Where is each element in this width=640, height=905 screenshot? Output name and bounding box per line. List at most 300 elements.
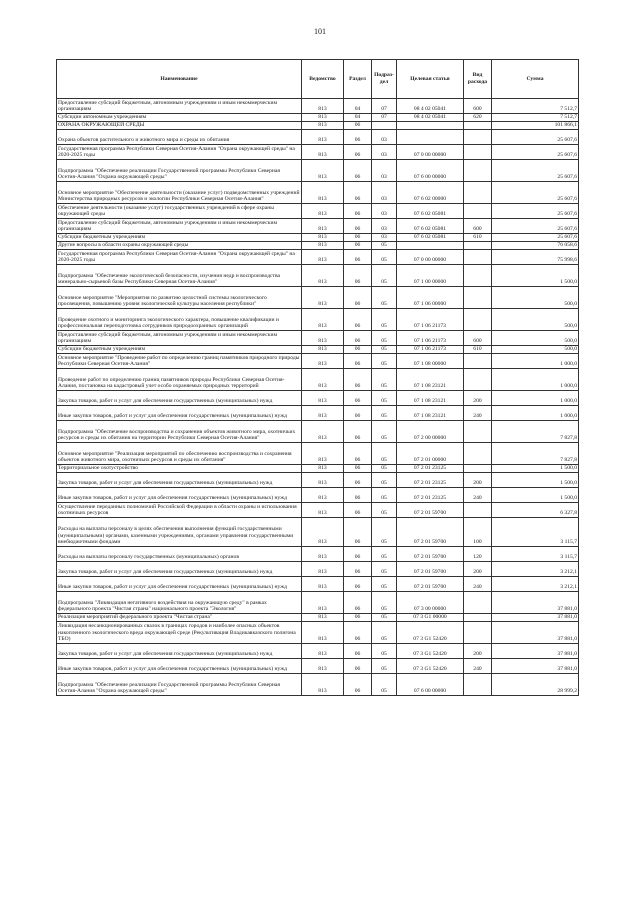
- row-target: 07 1 08 23121: [397, 406, 464, 421]
- table-row: [57, 369, 579, 391]
- row-name: Субсидии бюджетным учреждениям: [57, 234, 302, 242]
- table-row: [57, 331, 579, 346]
- row-name: Проведение работ по определению границ памятников природы Республики Северная Осетия-Алания, постановка на кадастровый учет особо охраняемых природных территорий: [57, 369, 302, 391]
- row-sum: 101 866,1: [492, 122, 579, 130]
- row-target: 08 4 02 05041: [397, 114, 464, 122]
- row-subsection: 05: [372, 503, 397, 518]
- row-target: 07 0 00 00000: [397, 250, 464, 265]
- row-section: 06: [344, 369, 372, 391]
- row-subsection: 05: [372, 473, 397, 488]
- row-dept: 813: [302, 145, 344, 160]
- row-name: Иные закупки товаров, работ и услуг для обеспечения государственных (муниципальных) нужд: [57, 659, 302, 674]
- row-exp-type: 240: [464, 406, 492, 421]
- row-target: 07 6 02 05081: [397, 234, 464, 242]
- row-exp-type: [464, 622, 492, 644]
- row-exp-type: [464, 204, 492, 219]
- row-subsection: 05: [372, 309, 397, 331]
- row-sum: 7 512,7: [492, 99, 579, 114]
- row-dept: 813: [302, 659, 344, 674]
- row-sum: 1 000,0: [492, 391, 579, 406]
- row-exp-type: [464, 369, 492, 391]
- row-target: 07 6 02 00000: [397, 182, 464, 204]
- row-subsection: 05: [372, 265, 397, 287]
- table-row: [57, 562, 579, 577]
- row-exp-type: 100: [464, 518, 492, 547]
- row-subsection: 05: [372, 346, 397, 354]
- row-name: Территориальное охотустройство: [57, 465, 302, 473]
- row-dept: 813: [302, 130, 344, 145]
- row-sum: 28 999,2: [492, 674, 579, 696]
- row-name: Реализация мероприятий федерального проекта "Чистая страна": [57, 614, 302, 622]
- row-exp-type: 120: [464, 547, 492, 562]
- row-target: 07 1 06 21173: [397, 346, 464, 354]
- row-subsection: 03: [372, 204, 397, 219]
- table-row: [57, 577, 579, 592]
- row-dept: 813: [302, 503, 344, 518]
- table-row: [57, 130, 579, 145]
- row-exp-type: [464, 354, 492, 369]
- row-section: 06: [344, 614, 372, 622]
- row-sum: 500,0: [492, 309, 579, 331]
- table-row: [57, 503, 579, 518]
- table-row: [57, 622, 579, 644]
- table-row: [57, 592, 579, 614]
- row-target: 07 2 01 00000: [397, 443, 464, 465]
- row-section: 06: [344, 219, 372, 234]
- row-exp-type: 600: [464, 99, 492, 114]
- row-section: 06: [344, 265, 372, 287]
- row-exp-type: 240: [464, 577, 492, 592]
- row-exp-type: 600: [464, 331, 492, 346]
- row-dept: 813: [302, 354, 344, 369]
- row-dept: 813: [302, 331, 344, 346]
- row-target: 07 2 01 23125: [397, 465, 464, 473]
- row-dept: 813: [302, 473, 344, 488]
- table-row: [57, 614, 579, 622]
- row-exp-type: [464, 145, 492, 160]
- row-target: 07 3 G1 52420: [397, 659, 464, 674]
- row-exp-type: 240: [464, 488, 492, 503]
- table-row: [57, 421, 579, 443]
- row-section: 06: [344, 234, 372, 242]
- row-sum: 25 607,6: [492, 160, 579, 182]
- row-name: Иные закупки товаров, работ и услуг для обеспечения государственных (муниципальных) нужд: [57, 406, 302, 421]
- row-name: Иные закупки товаров, работ и услуг для обеспечения государственных (муниципальных) нужд: [57, 577, 302, 592]
- table-row: [57, 182, 579, 204]
- row-sum: 37 881,0: [492, 659, 579, 674]
- row-sum: 37 881,0: [492, 614, 579, 622]
- row-subsection: 05: [372, 421, 397, 443]
- row-dept: 813: [302, 114, 344, 122]
- row-sum: 25 607,6: [492, 182, 579, 204]
- row-dept: 813: [302, 242, 344, 250]
- row-subsection: 05: [372, 614, 397, 622]
- row-dept: 813: [302, 465, 344, 473]
- table-row: [57, 287, 579, 309]
- row-section: 06: [344, 391, 372, 406]
- row-subsection: 07: [372, 99, 397, 114]
- row-dept: 813: [302, 622, 344, 644]
- table-row: [57, 518, 579, 547]
- row-subsection: 05: [372, 547, 397, 562]
- row-sum: 1 500,0: [492, 473, 579, 488]
- row-sum: 3 115,7: [492, 518, 579, 547]
- row-exp-type: [464, 443, 492, 465]
- row-subsection: 05: [372, 562, 397, 577]
- row-target: 08 4 02 05041: [397, 99, 464, 114]
- header-target: Целевая статья: [397, 60, 464, 99]
- row-subsection: 05: [372, 391, 397, 406]
- row-sum: 76 058,6: [492, 242, 579, 250]
- row-dept: 813: [302, 518, 344, 547]
- table-row: [57, 234, 579, 242]
- row-section: 06: [344, 331, 372, 346]
- row-target: 07 2 01 59700: [397, 547, 464, 562]
- row-section: 06: [344, 354, 372, 369]
- table-row: [57, 122, 579, 130]
- row-exp-type: [464, 592, 492, 614]
- row-target: 07 2 01 59700: [397, 518, 464, 547]
- row-target: 07 1 08 23121: [397, 391, 464, 406]
- table-row: [57, 354, 579, 369]
- row-dept: 813: [302, 488, 344, 503]
- row-subsection: 03: [372, 145, 397, 160]
- table-row: [57, 204, 579, 219]
- row-dept: 813: [302, 674, 344, 696]
- row-section: 06: [344, 443, 372, 465]
- row-subsection: 05: [372, 406, 397, 421]
- table-row: [57, 659, 579, 674]
- row-section: 06: [344, 145, 372, 160]
- row-name: Обеспечение деятельности (оказание услуг) государственных учреждений в сфере охраны окружающей среды: [57, 204, 302, 219]
- row-subsection: 05: [372, 443, 397, 465]
- header-subsection: Подраз- дел: [372, 60, 397, 99]
- row-sum: 37 881,0: [492, 622, 579, 644]
- row-exp-type: [464, 421, 492, 443]
- row-sum: 25 607,6: [492, 204, 579, 219]
- row-name: Закупка товаров, работ и услуг для обеспечения государственных (муниципальных) нужд: [57, 644, 302, 659]
- row-subsection: 05: [372, 488, 397, 503]
- row-section: 06: [344, 309, 372, 331]
- row-exp-type: 200: [464, 391, 492, 406]
- row-target: 07 1 06 00000: [397, 287, 464, 309]
- row-dept: 813: [302, 547, 344, 562]
- row-name: Расходы на выплаты персоналу государственных (муниципальных) органов: [57, 547, 302, 562]
- row-subsection: 03: [372, 182, 397, 204]
- header-exp-type: Вид расхода: [464, 60, 492, 99]
- row-target: [397, 130, 464, 145]
- row-name: Основное мероприятие "Обеспечение деятельности (оказание услуг) подведомственных учреждений Министерства природных ресурсов и экологии Республики Северная Осетия-Алания": [57, 182, 302, 204]
- row-subsection: 07: [372, 114, 397, 122]
- table-row: [57, 391, 579, 406]
- row-sum: 3 212,1: [492, 562, 579, 577]
- row-exp-type: [464, 309, 492, 331]
- row-subsection: 03: [372, 160, 397, 182]
- row-name: Осуществление переданных полномочий Российской Федерации в области охраны и использования охотничьих ресурсов: [57, 503, 302, 518]
- row-exp-type: [464, 242, 492, 250]
- table-row: [57, 309, 579, 331]
- row-name: Субсидии бюджетным учреждениям: [57, 346, 302, 354]
- row-name: Основное мероприятие "Реализация мероприятий по обеспечению воспроизводства и сохранения объектов животного мира, охотничьих ресурсов и среды их обитания": [57, 443, 302, 465]
- page-number: 101: [314, 27, 326, 36]
- table-row: [57, 114, 579, 122]
- row-sum: 25 607,6: [492, 219, 579, 234]
- row-target: 07 2 01 59700: [397, 562, 464, 577]
- table-row: [57, 443, 579, 465]
- row-section: 06: [344, 242, 372, 250]
- row-target: 07 1 06 21173: [397, 309, 464, 331]
- row-sum: 7 512,7: [492, 114, 579, 122]
- row-name: Проведение охотного и мониторинга экологического характера, повышение квалификации и профессиональная переподготовка сотрудников природоохранных организаций: [57, 309, 302, 331]
- row-subsection: 03: [372, 130, 397, 145]
- row-sum: 1 000,0: [492, 354, 579, 369]
- row-sum: 3 212,1: [492, 577, 579, 592]
- row-subsection: [372, 122, 397, 130]
- row-name: Подпрограмма "Обеспечение воспроизводства и сохранения объектов животного мира, охотничьих ресурсов и среды их обитания на территории Республики Северная Осетия-Алания": [57, 421, 302, 443]
- row-subsection: 05: [372, 242, 397, 250]
- header-section: Раздел: [344, 60, 372, 99]
- row-subsection: 05: [372, 287, 397, 309]
- row-target: 07 6 00 00000: [397, 160, 464, 182]
- row-subsection: 03: [372, 219, 397, 234]
- row-target: 07 3 G1 00000: [397, 614, 464, 622]
- row-name: Государственная программа Республики Северная Осетия-Алания "Охрана окружающей среды" на 2020-2025 годы: [57, 145, 302, 160]
- table-row: [57, 145, 579, 160]
- row-sum: 3 115,7: [492, 547, 579, 562]
- row-subsection: 05: [372, 592, 397, 614]
- row-target: 07 3 00 00000: [397, 592, 464, 614]
- row-name: Основное мероприятие "Мероприятия по развитию целостной системы экологического просвещения, повышению уровня экологической культуры населения республики": [57, 287, 302, 309]
- row-name: Подпрограмма "Обеспечение реализации Государственной программы Республики Северная Осетия-Алания "Охрана окружающей среды": [57, 674, 302, 696]
- row-target: 07 3 G1 52420: [397, 622, 464, 644]
- row-exp-type: 600: [464, 219, 492, 234]
- row-exp-type: [464, 182, 492, 204]
- row-dept: 813: [302, 369, 344, 391]
- row-exp-type: 200: [464, 473, 492, 488]
- row-target: 07 2 01 59700: [397, 577, 464, 592]
- row-name: Основное мероприятие "Проведение работ по определению границ памятников природного природы Республики Северная Осетия-Алания": [57, 354, 302, 369]
- row-section: 06: [344, 503, 372, 518]
- table-header-row: [57, 60, 579, 99]
- row-dept: 813: [302, 577, 344, 592]
- row-target: 07 1 00 00000: [397, 265, 464, 287]
- row-target: 07 2 01 23125: [397, 488, 464, 503]
- row-dept: 813: [302, 204, 344, 219]
- row-subsection: 05: [372, 250, 397, 265]
- header-name: Наименование: [57, 60, 302, 99]
- row-exp-type: [464, 265, 492, 287]
- row-dept: 813: [302, 562, 344, 577]
- row-sum: 37 881,0: [492, 592, 579, 614]
- row-exp-type: [464, 287, 492, 309]
- row-sum: 500,0: [492, 287, 579, 309]
- row-exp-type: [464, 503, 492, 518]
- row-target: 07 2 01 23125: [397, 473, 464, 488]
- row-name: Субсидии автономным учреждениям: [57, 114, 302, 122]
- row-exp-type: 200: [464, 644, 492, 659]
- row-subsection: 05: [372, 577, 397, 592]
- row-exp-type: 620: [464, 114, 492, 122]
- table-row: [57, 406, 579, 421]
- row-section: 06: [344, 577, 372, 592]
- table-row: [57, 160, 579, 182]
- row-target: 07 6 02 05081: [397, 204, 464, 219]
- row-sum: 7 827,8: [492, 421, 579, 443]
- row-target: 07 6 02 05081: [397, 219, 464, 234]
- header-dept: Ведомство: [302, 60, 344, 99]
- row-subsection: 05: [372, 354, 397, 369]
- row-dept: 813: [302, 443, 344, 465]
- row-section: 06: [344, 674, 372, 696]
- row-name: Подпрограмма "Ликвидация негативного воздействия на окружающую среду" в рамках федерального проекта "Чистая страна" национального проекта "Экология": [57, 592, 302, 614]
- row-dept: 813: [302, 182, 344, 204]
- row-section: 06: [344, 250, 372, 265]
- row-name: Ликвидация несанкционированных свалок в границах городов и наиболее опасных объектов накопленного экологического вреда окружающей среде (Рекультивация Владикавказского полигона ТБО): [57, 622, 302, 644]
- row-target: 07 6 00 00000: [397, 674, 464, 696]
- table-row: [57, 219, 579, 234]
- row-dept: 813: [302, 644, 344, 659]
- row-section: 06: [344, 659, 372, 674]
- row-section: 04: [344, 99, 372, 114]
- row-exp-type: [464, 614, 492, 622]
- row-subsection: 05: [372, 659, 397, 674]
- table-row: [57, 465, 579, 473]
- row-sum: 1 500,0: [492, 488, 579, 503]
- row-target: 07 1 08 00000: [397, 354, 464, 369]
- row-section: 06: [344, 122, 372, 130]
- row-exp-type: 200: [464, 562, 492, 577]
- row-section: 06: [344, 518, 372, 547]
- row-dept: 813: [302, 592, 344, 614]
- table-row: [57, 250, 579, 265]
- row-name: Иные закупки товаров, работ и услуг для обеспечения государственных (муниципальных) нужд: [57, 488, 302, 503]
- row-name: Подпрограмма "Обеспечение экологической безопасности, изучения недр и воспроизводства минерально-сырьевой базы Республики Северная Осетия-Алания": [57, 265, 302, 287]
- row-name: Охрана объектов растительного и животного мира и среды их обитания: [57, 130, 302, 145]
- row-exp-type: [464, 674, 492, 696]
- row-section: 06: [344, 204, 372, 219]
- row-dept: 813: [302, 287, 344, 309]
- row-subsection: 05: [372, 331, 397, 346]
- row-name: Другие вопросы в области охраны окружающей среды: [57, 242, 302, 250]
- row-target: 07 3 G1 52420: [397, 644, 464, 659]
- row-dept: 813: [302, 160, 344, 182]
- row-section: 06: [344, 547, 372, 562]
- row-sum: 37 881,0: [492, 644, 579, 659]
- row-subsection: 05: [372, 465, 397, 473]
- row-target: 07 2 00 00000: [397, 421, 464, 443]
- row-section: 06: [344, 406, 372, 421]
- row-dept: 813: [302, 391, 344, 406]
- row-dept: 813: [302, 234, 344, 242]
- row-exp-type: [464, 122, 492, 130]
- row-exp-type: 240: [464, 659, 492, 674]
- row-target: 07 2 01 59700: [397, 503, 464, 518]
- row-sum: 500,0: [492, 346, 579, 354]
- row-dept: 813: [302, 122, 344, 130]
- row-subsection: 05: [372, 622, 397, 644]
- row-sum: 75 998,6: [492, 250, 579, 265]
- row-target: 07 1 08 23121: [397, 369, 464, 391]
- row-exp-type: [464, 130, 492, 145]
- row-name: Предоставление субсидий бюджетным, автономным учреждениям и иным некоммерческим организациям: [57, 331, 302, 346]
- budget-table: [56, 59, 579, 696]
- row-section: 04: [344, 114, 372, 122]
- row-exp-type: [464, 465, 492, 473]
- table-row: [57, 265, 579, 287]
- row-subsection: 05: [372, 518, 397, 547]
- row-sum: 7 827,8: [492, 443, 579, 465]
- row-target: 07 1 06 21173: [397, 331, 464, 346]
- row-sum: 6 327,8: [492, 503, 579, 518]
- row-name: Расходы на выплаты персоналу в целях обеспечения выполнения функций государственными (муниципальными) органами, казенными учреждениями, органами управления государственными внебюджетными фондами: [57, 518, 302, 547]
- row-subsection: 03: [372, 234, 397, 242]
- row-dept: 813: [302, 614, 344, 622]
- row-target: [397, 122, 464, 130]
- row-target: [397, 242, 464, 250]
- row-name: Предоставление субсидий бюджетным, автономным учреждениям и иным некоммерческим организациям: [57, 219, 302, 234]
- table-row: [57, 674, 579, 696]
- row-target: 07 0 00 00000: [397, 145, 464, 160]
- table-row: [57, 547, 579, 562]
- row-section: 06: [344, 182, 372, 204]
- header-sum: Сумма: [492, 60, 579, 99]
- row-section: 06: [344, 592, 372, 614]
- row-name: Закупка товаров, работ и услуг для обеспечения государственных (муниципальных) нужд: [57, 391, 302, 406]
- table-row: [57, 644, 579, 659]
- row-dept: 813: [302, 421, 344, 443]
- row-dept: 813: [302, 309, 344, 331]
- row-sum: 1 500,0: [492, 265, 579, 287]
- row-name: Закупка товаров, работ и услуг для обеспечения государственных (муниципальных) нужд: [57, 473, 302, 488]
- row-sum: 25 607,6: [492, 234, 579, 242]
- row-dept: 813: [302, 346, 344, 354]
- table-row: [57, 346, 579, 354]
- row-name: ОХРАНА ОКРУЖАЮЩЕЙ СРЕДЫ: [57, 122, 302, 130]
- row-sum: 1 500,0: [492, 465, 579, 473]
- row-section: 06: [344, 644, 372, 659]
- row-sum: 1 000,0: [492, 369, 579, 391]
- row-sum: 1 000,0: [492, 406, 579, 421]
- row-exp-type: 610: [464, 234, 492, 242]
- row-dept: 813: [302, 250, 344, 265]
- row-section: 06: [344, 465, 372, 473]
- table-row: [57, 473, 579, 488]
- row-subsection: 05: [372, 644, 397, 659]
- row-section: 06: [344, 473, 372, 488]
- row-dept: 813: [302, 99, 344, 114]
- row-section: 06: [344, 287, 372, 309]
- row-section: 06: [344, 622, 372, 644]
- row-section: 06: [344, 488, 372, 503]
- row-section: 06: [344, 562, 372, 577]
- row-name: Закупка товаров, работ и услуг для обеспечения государственных (муниципальных) нужд: [57, 562, 302, 577]
- row-exp-type: [464, 250, 492, 265]
- row-section: 06: [344, 160, 372, 182]
- row-section: 06: [344, 421, 372, 443]
- row-section: 06: [344, 346, 372, 354]
- row-sum: 25 607,6: [492, 130, 579, 145]
- table-row: [57, 99, 579, 114]
- row-subsection: 05: [372, 369, 397, 391]
- row-exp-type: 610: [464, 346, 492, 354]
- row-sum: 25 607,6: [492, 145, 579, 160]
- row-dept: 813: [302, 406, 344, 421]
- row-name: Государственная программа Республики Северная Осетия-Алания "Охрана окружающей среды" на 2020-2025 годы: [57, 250, 302, 265]
- table-row: [57, 488, 579, 503]
- row-section: 06: [344, 130, 372, 145]
- row-name: Подпрограмма "Обеспечение реализации Государственной программы Республики Северная Осетия-Алания "Охрана окружающей среды": [57, 160, 302, 182]
- row-sum: 500,0: [492, 331, 579, 346]
